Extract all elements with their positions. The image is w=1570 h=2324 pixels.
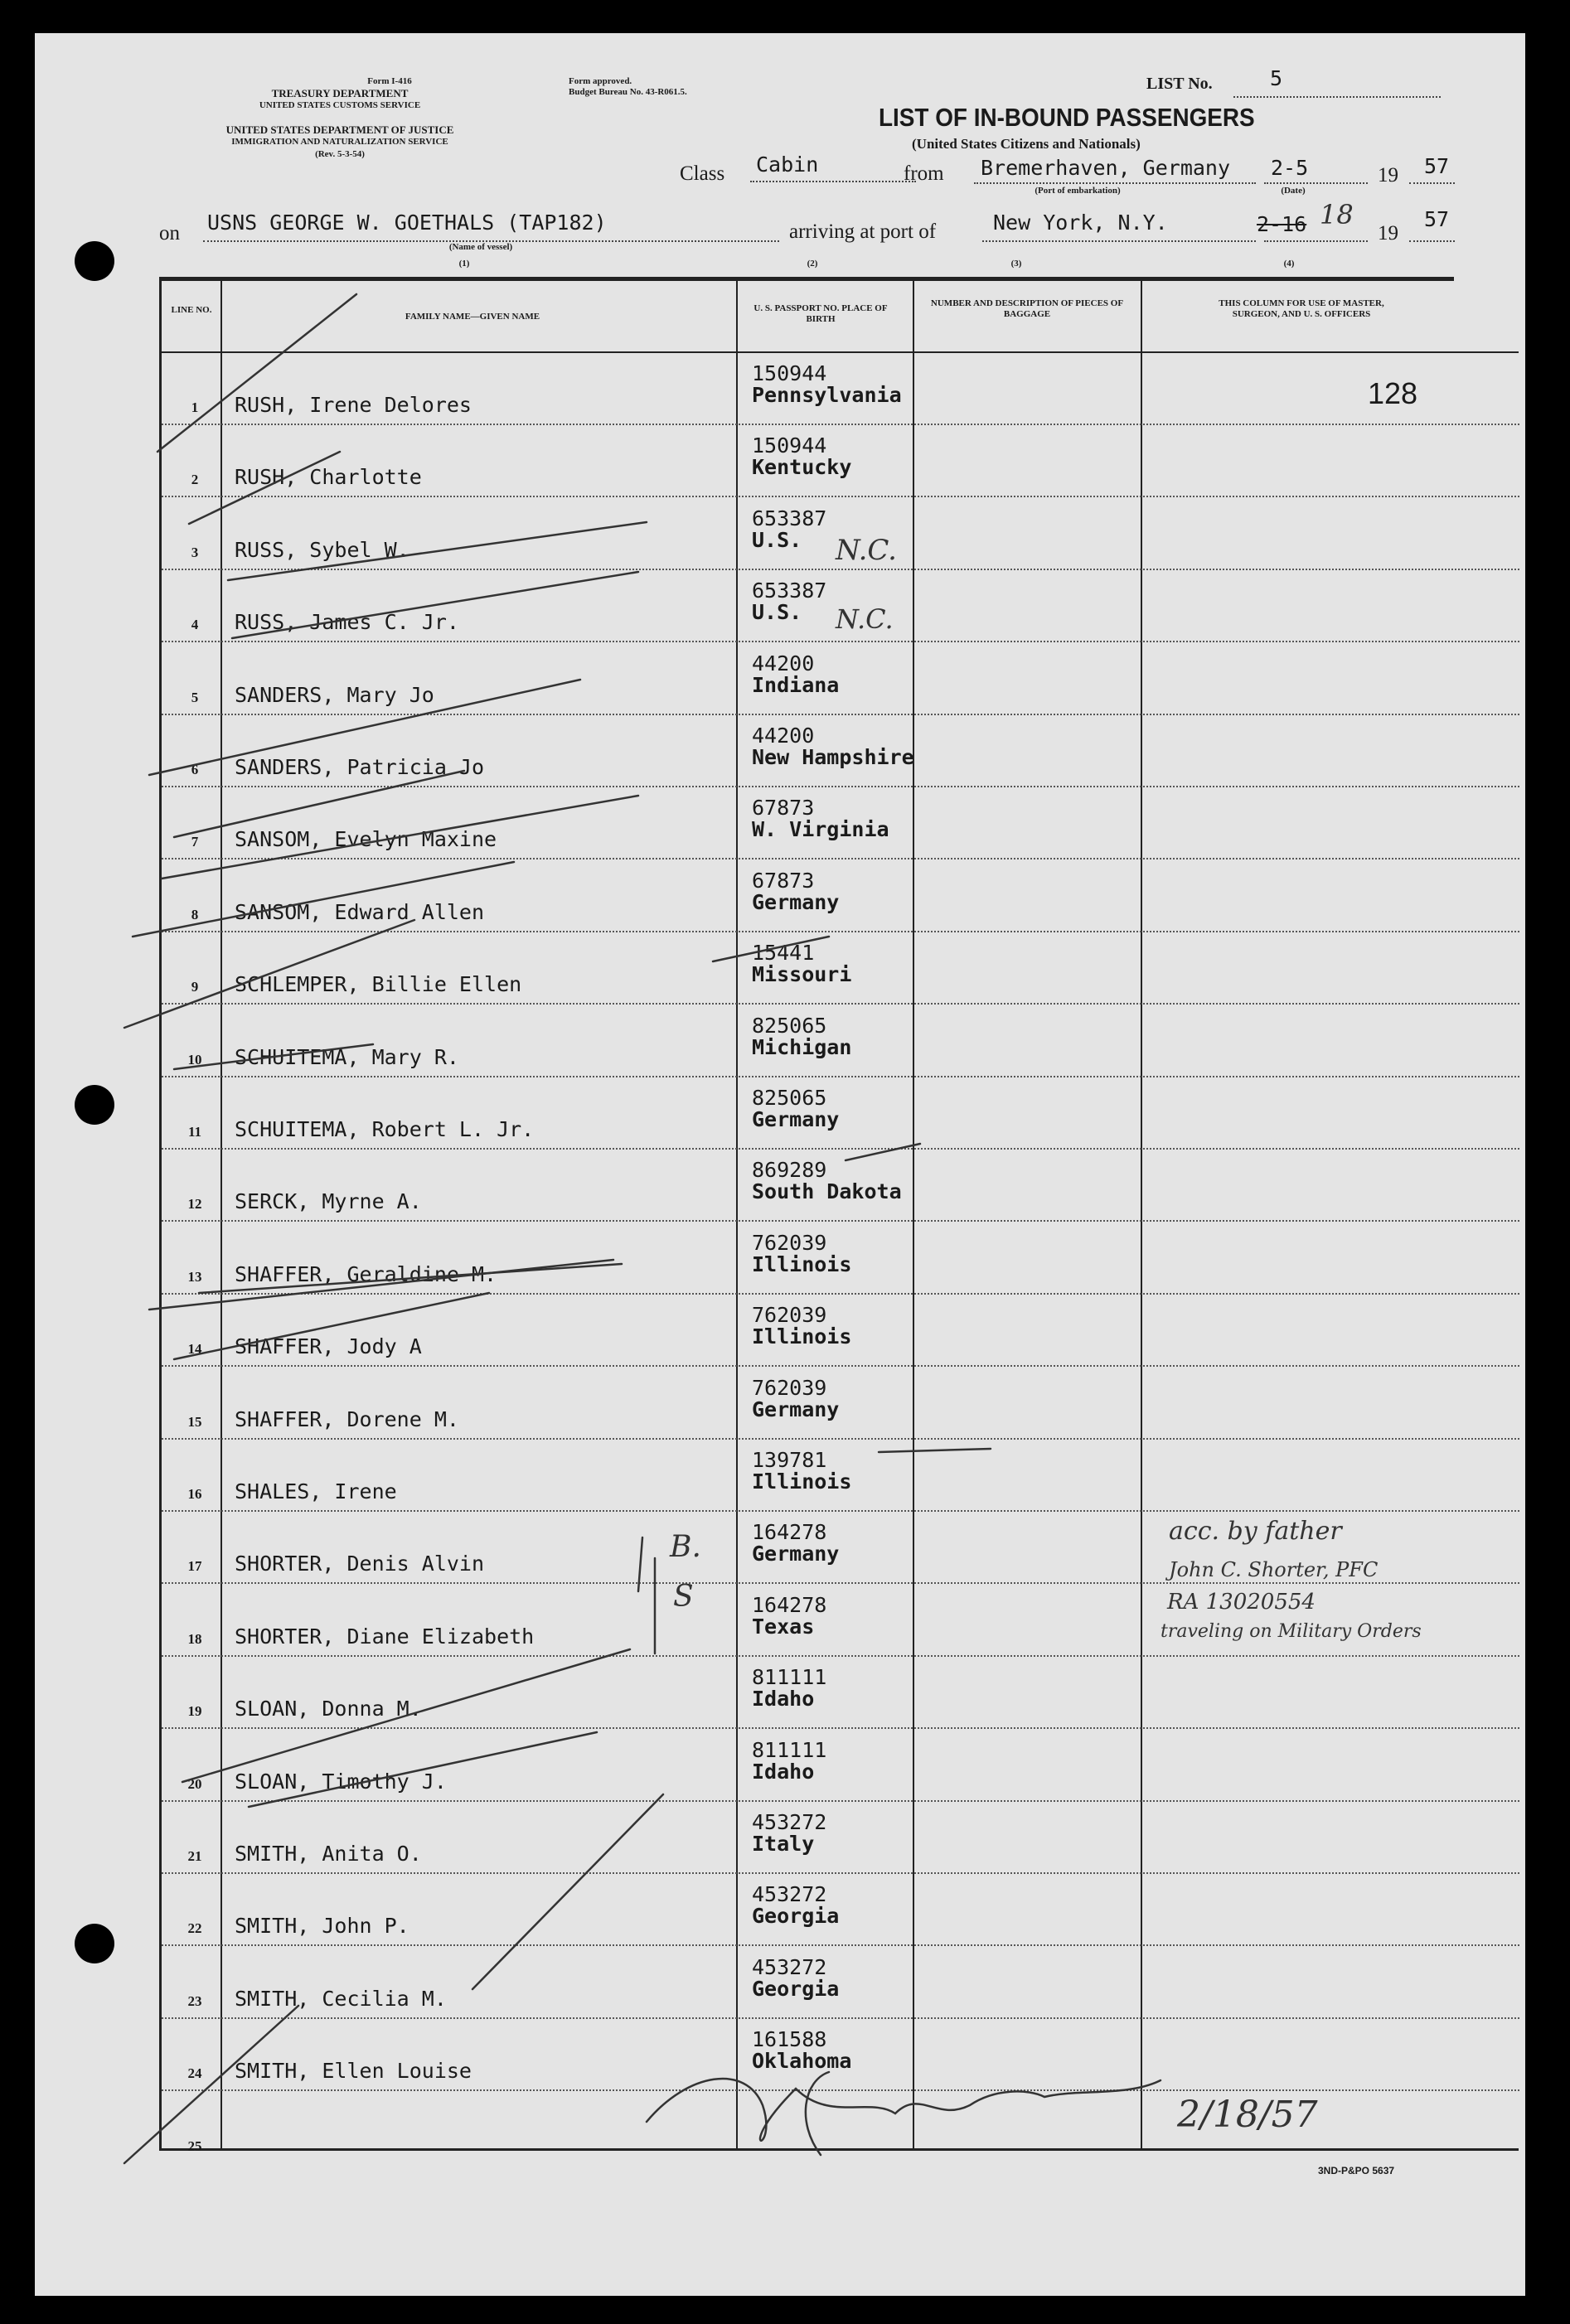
passport-number: 164278 bbox=[752, 1520, 827, 1545]
place-of-birth: U.S. bbox=[752, 527, 802, 552]
arrival-date-printed: 2-16 bbox=[1257, 212, 1307, 236]
place-of-birth: Kentucky bbox=[752, 455, 852, 480]
passenger-name: SCHLEMPER, Billie Ellen bbox=[235, 972, 522, 997]
column-number-1: (1) bbox=[458, 259, 470, 269]
header-family-name: FAMILY NAME—GIVEN NAME bbox=[405, 312, 540, 322]
passenger-count: 128 bbox=[1368, 376, 1418, 410]
place-of-birth: Idaho bbox=[752, 1687, 815, 1712]
passenger-name: SANSOM, Edward Allen bbox=[235, 899, 485, 924]
arrival-year: 57 bbox=[1424, 207, 1450, 231]
column-number-2: (2) bbox=[807, 259, 818, 269]
from-year-prefix: 19 bbox=[1378, 164, 1398, 186]
passenger-name: SCHUITEMA, Robert L. Jr. bbox=[235, 1117, 535, 1141]
line-number: 25 bbox=[187, 2138, 202, 2154]
list-label: LIST No. bbox=[1146, 75, 1213, 93]
line-number: 5 bbox=[191, 689, 199, 705]
line-number: 20 bbox=[187, 1775, 202, 1792]
passport-number: 453272 bbox=[752, 1810, 827, 1834]
passenger-name: SMITH, Cecilia M. bbox=[235, 1986, 447, 2011]
passenger-name: SANDERS, Mary Jo bbox=[235, 682, 434, 707]
line-number: 14 bbox=[187, 1341, 202, 1358]
passport-number: 453272 bbox=[752, 1882, 827, 1907]
passenger-name: SANDERS, Patricia Jo bbox=[235, 755, 485, 779]
immigration-service: IMMIGRATION AND NATURALIZATION SERVICE bbox=[231, 137, 448, 147]
passport-number: 762039 bbox=[752, 1375, 827, 1400]
place-of-birth: Missouri bbox=[752, 962, 852, 987]
class-value: Cabin bbox=[756, 153, 819, 177]
place-of-birth: Michigan bbox=[752, 1034, 852, 1059]
form-footer-code: 3ND-P&PO 5637 bbox=[1318, 2165, 1395, 2176]
line-number: 10 bbox=[187, 1051, 202, 1068]
line-number: 21 bbox=[187, 1848, 202, 1864]
place-of-birth: Germany bbox=[752, 1107, 840, 1131]
place-of-birth: Illinois bbox=[752, 1252, 852, 1276]
justice-department: UNITED STATES DEPARTMENT OF JUSTICE bbox=[225, 123, 454, 136]
list-number: 5 bbox=[1270, 66, 1283, 90]
line-number: 1 bbox=[191, 399, 199, 415]
line-number: 19 bbox=[187, 1703, 202, 1720]
passport-number: 453272 bbox=[752, 1954, 827, 1979]
passenger-name: SLOAN, Donna M. bbox=[235, 1697, 422, 1721]
passport-number: 150944 bbox=[752, 361, 827, 385]
passenger-name: SHALES, Irene bbox=[235, 1479, 397, 1503]
header-line-no: LINE NO. bbox=[171, 305, 212, 315]
line-number: 15 bbox=[187, 1413, 202, 1430]
place-of-birth: Texas bbox=[752, 1614, 815, 1639]
bracket-mark-s: S bbox=[673, 1580, 694, 1614]
passenger-name: SLOAN, Timothy J. bbox=[235, 1769, 447, 1794]
vessel-name: USNS GEORGE W. GOETHALS (TAP182) bbox=[207, 211, 607, 235]
passport-number: 825065 bbox=[752, 1013, 827, 1038]
passenger-name: SMITH, John P. bbox=[235, 1914, 409, 1939]
document-title: LIST OF IN-BOUND PASSENGERS bbox=[879, 103, 1255, 132]
column-number-3: (3) bbox=[1010, 259, 1022, 269]
line-number: 22 bbox=[187, 1920, 202, 1937]
place-of-birth: Illinois bbox=[752, 1324, 852, 1349]
arriving-label: arriving at port of bbox=[789, 220, 937, 243]
passenger-name: RUSS, Sybel W. bbox=[235, 537, 409, 562]
passenger-name: RUSS, James C. Jr. bbox=[235, 610, 459, 635]
passport-number: 653387 bbox=[752, 579, 827, 603]
form-revision: (Rev. 5-3-54) bbox=[315, 149, 365, 159]
officer-note-line-2: John C. Shorter, PFC bbox=[1169, 1558, 1379, 1581]
document-subtitle: (United States Citizens and Nationals) bbox=[912, 136, 1141, 152]
line-number: 3 bbox=[191, 544, 199, 560]
line-number: 9 bbox=[191, 979, 199, 995]
column-number-4: (4) bbox=[1283, 259, 1295, 269]
passport-number: 762039 bbox=[752, 1303, 827, 1328]
passport-number: 825065 bbox=[752, 1086, 827, 1110]
passenger-name: SCHUITEMA, Mary R. bbox=[235, 1044, 459, 1069]
passenger-name: SANSOM, Evelyn Maxine bbox=[235, 827, 497, 852]
line-number: 18 bbox=[187, 1630, 202, 1647]
place-of-birth: Germany bbox=[752, 1397, 840, 1421]
place-of-birth: W. Virginia bbox=[752, 817, 889, 842]
passenger-name: SMITH, Anita O. bbox=[235, 1842, 422, 1866]
port-caption: (Port of embarkation) bbox=[1035, 186, 1121, 196]
passenger-name: SHAFFER, Geraldine M. bbox=[235, 1261, 497, 1286]
line-number: 6 bbox=[191, 762, 199, 777]
from-year: 57 bbox=[1424, 154, 1450, 178]
line-number: 4 bbox=[191, 617, 199, 633]
place-of-birth: Indiana bbox=[752, 672, 840, 697]
birthplace-note-row-4: N.C. bbox=[836, 603, 894, 635]
passport-number: 869289 bbox=[752, 1158, 827, 1183]
passenger-name: RUSH, Charlotte bbox=[235, 465, 422, 490]
passport-number: 150944 bbox=[752, 433, 827, 458]
from-label: from bbox=[904, 162, 944, 185]
place-of-birth: Germany bbox=[752, 1542, 840, 1566]
passport-number: 762039 bbox=[752, 1230, 827, 1255]
birthplace-note-row-3: N.C. bbox=[836, 534, 897, 567]
from-port: Bremerhaven, Germany bbox=[981, 156, 1231, 180]
line-number: 23 bbox=[187, 1992, 202, 2009]
passport-number: 653387 bbox=[752, 506, 827, 530]
officer-note-line-4: traveling on Military Orders bbox=[1161, 1621, 1422, 1642]
arrival-date-handwritten: 18 bbox=[1320, 199, 1354, 230]
passport-number: 67873 bbox=[752, 796, 815, 821]
date-caption: (Date) bbox=[1281, 186, 1306, 196]
passport-number: 164278 bbox=[752, 1592, 827, 1617]
line-number: 16 bbox=[187, 1486, 202, 1502]
passenger-name: SHORTER, Denis Alvin bbox=[235, 1552, 485, 1576]
line-number: 24 bbox=[187, 2065, 202, 2082]
passport-number: 67873 bbox=[752, 868, 815, 893]
form-number: Form I-416 bbox=[367, 76, 412, 86]
customs-service: UNITED STATES CUSTOMS SERVICE bbox=[259, 100, 421, 110]
place-of-birth: South Dakota bbox=[752, 1179, 902, 1204]
header-passport: U. S. PASSPORT NO. PLACE OF BIRTH bbox=[754, 303, 888, 324]
passport-number: 15441 bbox=[752, 941, 815, 966]
line-number: 11 bbox=[187, 1124, 202, 1140]
class-label: Class bbox=[680, 162, 725, 185]
passport-number: 811111 bbox=[752, 1737, 827, 1762]
line-number: 7 bbox=[191, 834, 199, 850]
line-number: 8 bbox=[191, 906, 199, 922]
place-of-birth: Pennsylvania bbox=[752, 383, 902, 407]
place-of-birth: Italy bbox=[752, 1832, 815, 1856]
budget-bureau: Budget Bureau No. 43-R061.5. bbox=[569, 87, 687, 97]
vessel-caption: (Name of vessel) bbox=[448, 242, 513, 252]
passenger-name: SHAFFER, Dorene M. bbox=[235, 1407, 459, 1431]
passenger-name: SHAFFER, Jody A bbox=[235, 1334, 422, 1359]
passenger-name: SERCK, Myrne A. bbox=[235, 1189, 422, 1214]
header-baggage: NUMBER AND DESCRIPTION OF PIECES OF BAGGAGE bbox=[930, 298, 1124, 319]
line-number: 17 bbox=[187, 1558, 202, 1575]
arrival-year-prefix: 19 bbox=[1378, 222, 1398, 245]
from-date: 2-5 bbox=[1271, 156, 1309, 180]
header-officers: THIS COLUMN FOR USE OF MASTER, SURGEON, AND U. S. OFFICERS bbox=[1219, 298, 1384, 319]
passenger-name: SMITH, Ellen Louise bbox=[235, 2059, 472, 2084]
place-of-birth: New Hampshire bbox=[752, 745, 914, 769]
place-of-birth: U.S. bbox=[752, 600, 802, 625]
passport-number: 811111 bbox=[752, 1665, 827, 1690]
line-number: 2 bbox=[191, 472, 199, 488]
line-number: 13 bbox=[187, 1268, 202, 1285]
passenger-name: RUSH, Irene Delores bbox=[235, 393, 472, 417]
passport-number: 161588 bbox=[752, 2027, 827, 2052]
officer-note-line-1: acc. by father bbox=[1169, 1517, 1342, 1546]
line-number: 12 bbox=[187, 1196, 202, 1213]
officer-note-line-3: RA 13020554 bbox=[1167, 1590, 1316, 1615]
passport-number: 139781 bbox=[752, 1448, 827, 1472]
place-of-birth: Oklahoma bbox=[752, 2049, 852, 2074]
arrival-port: New York, N.Y. bbox=[993, 211, 1168, 235]
place-of-birth: Idaho bbox=[752, 1759, 815, 1784]
place-of-birth: Germany bbox=[752, 889, 840, 914]
bracket-mark-b: B. bbox=[670, 1530, 701, 1564]
place-of-birth: Illinois bbox=[752, 1469, 852, 1494]
on-label: on bbox=[159, 222, 180, 245]
passenger-name: SHORTER, Diane Elizabeth bbox=[235, 1624, 535, 1649]
passport-number: 44200 bbox=[752, 651, 815, 675]
passport-number: 44200 bbox=[752, 724, 815, 748]
place-of-birth: Georgia bbox=[752, 1904, 840, 1929]
department-name: TREASURY DEPARTMENT bbox=[271, 87, 409, 99]
signature-date: 2/18/57 bbox=[1177, 2094, 1318, 2136]
place-of-birth: Georgia bbox=[752, 1976, 840, 2001]
form-approved: Form approved. bbox=[569, 76, 632, 86]
